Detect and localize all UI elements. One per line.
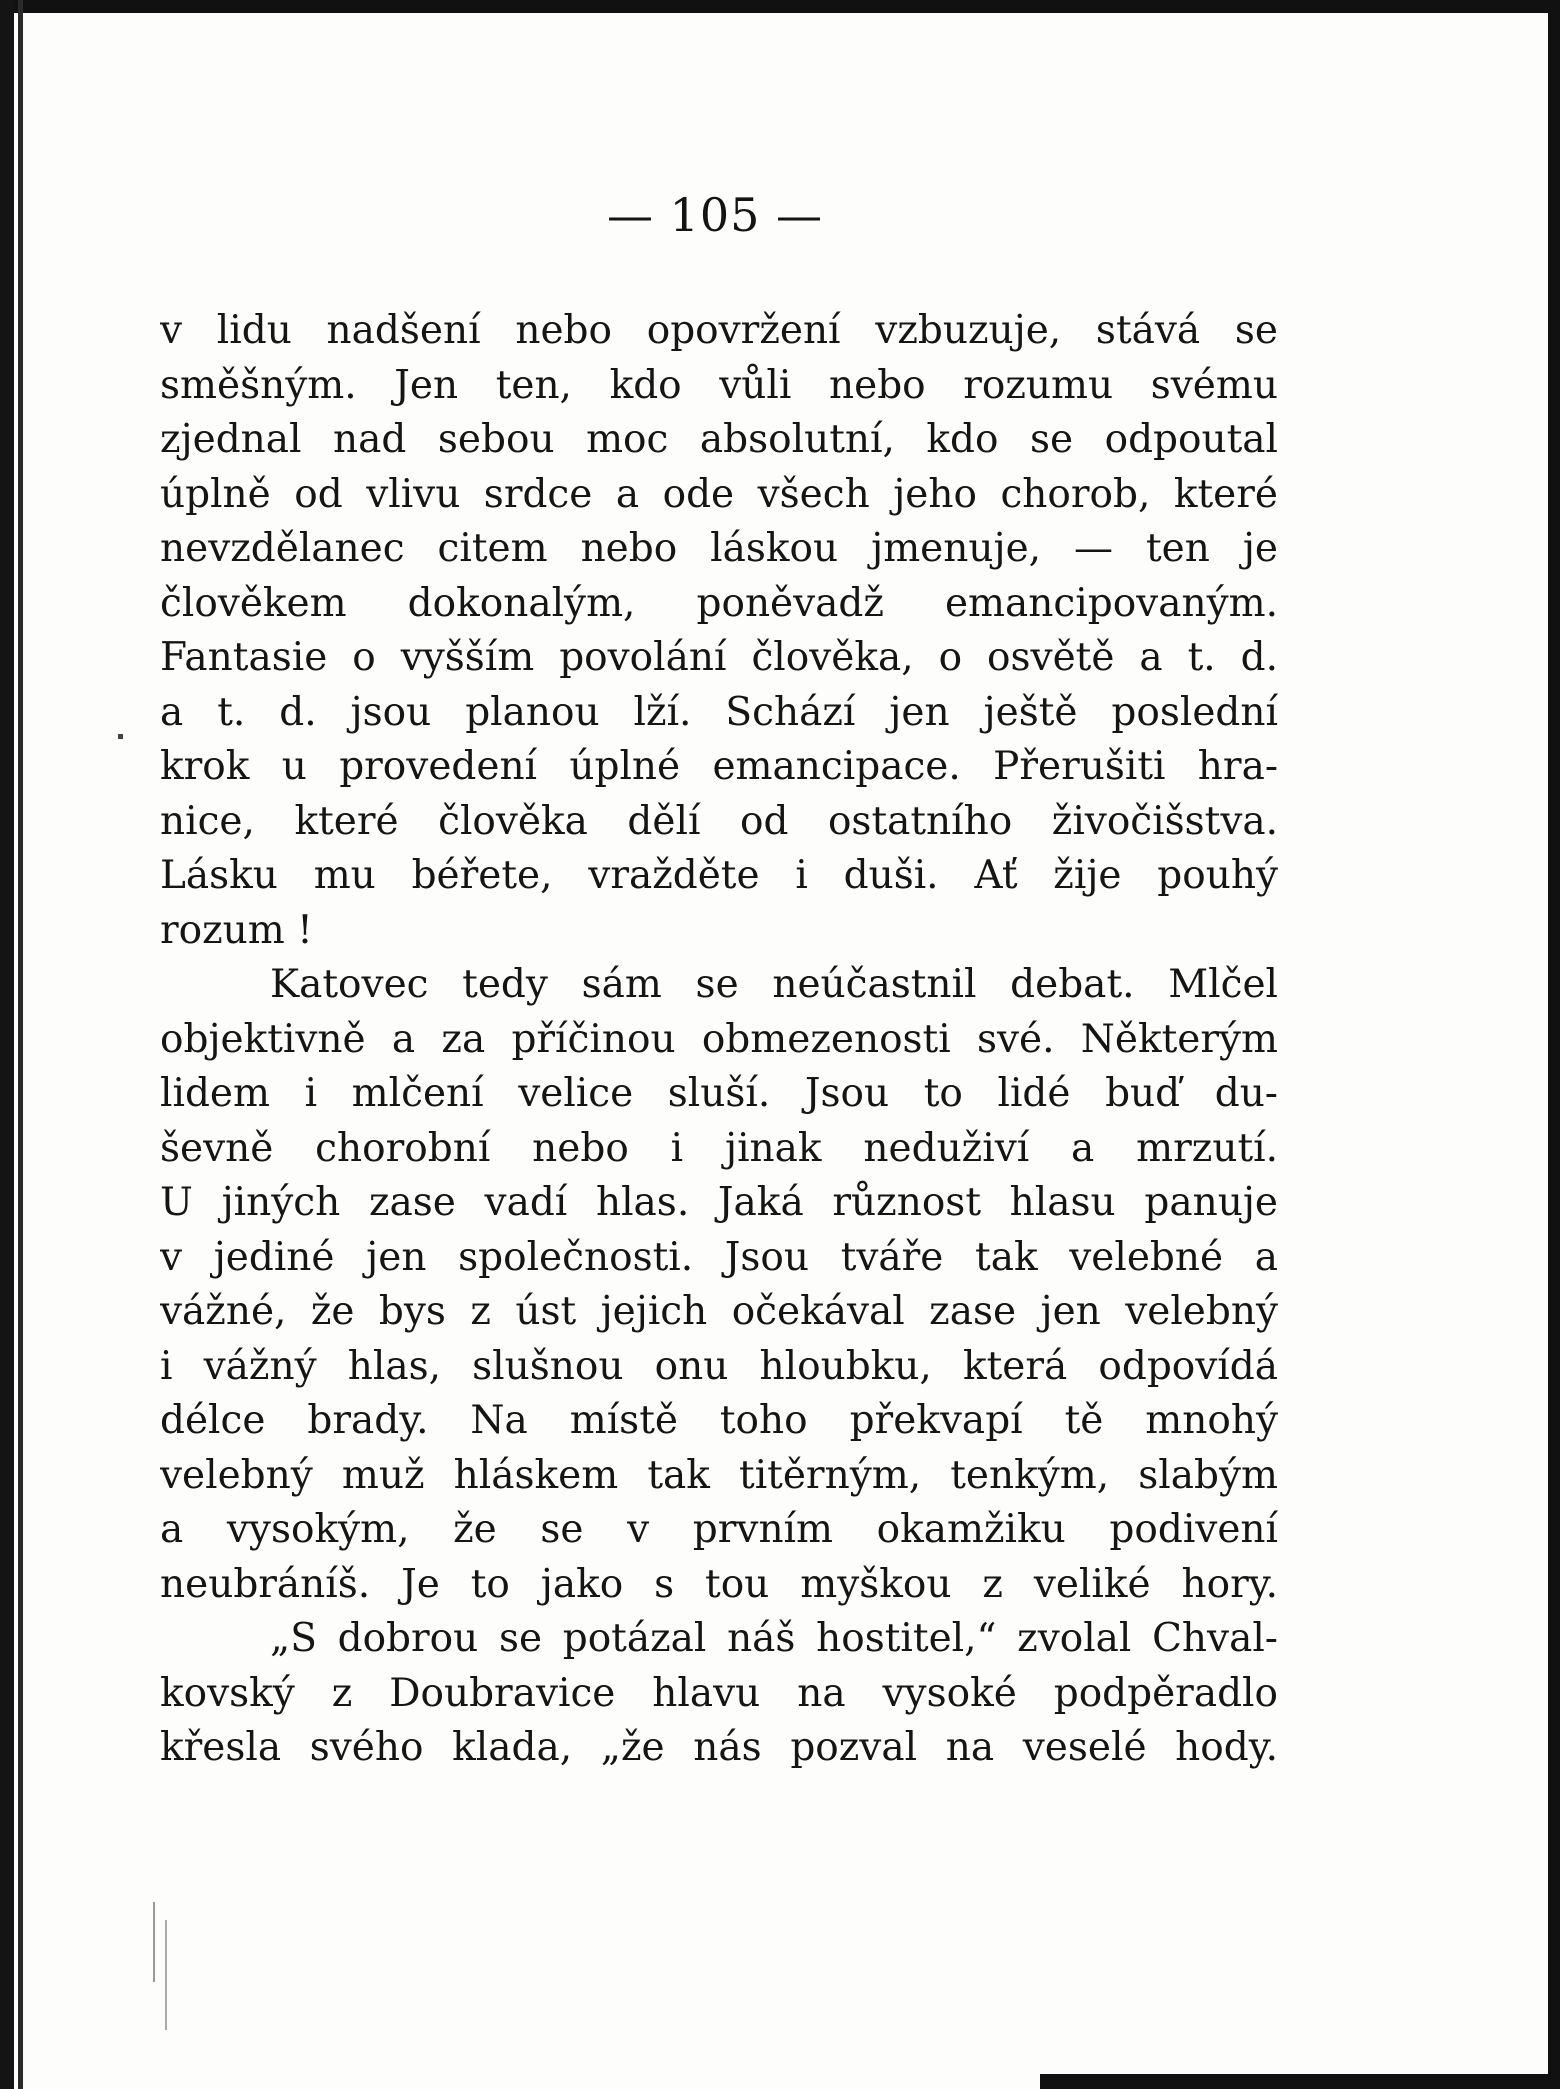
text-line: velebný muž hláskem tak titěrným, tenkým, slabým [160,1452,1278,1498]
text-line: neubráníš. Je to jako s tou myškou z veliké hory. [160,1561,1278,1607]
scan-border-top [0,0,1560,13]
text-line: člověkem dokonalým, poněvadž emancipovaným. [160,580,1278,626]
text-line: směšným. Jen ten, kdo vůli nebo rozumu svému [160,362,1278,408]
text-line: křesla svého klada, „že nás pozval na veselé hody. [160,1725,1278,1770]
scan-border-right [1548,0,1560,2089]
text-line: a t. d. jsou planou lží. Schází jen ještě poslední [160,689,1278,735]
text-line: v lidu nadšení nebo opovržení vzbuzuje, stává se [160,308,1278,353]
text-line: Katovec tedy sám se neúčastnil debat. Mlčel [270,962,1278,1007]
text-line: úplně od vlivu srdce a ode všech jeho chorob, které [160,471,1278,517]
text-line: kovský z Doubravice hlavu na vysoké podpěradlo [160,1670,1278,1716]
page-number: — 105 — [606,188,824,242]
text-line: nice, které člověka dělí od ostatního živočišstva. [160,798,1278,844]
text-line: nevzdělanec citem nebo láskou jmenuje, — ten je [160,526,1278,571]
text-line: rozum ! [160,907,313,953]
text-line: zjednal nad sebou moc absolutní, kdo se odpoutal [160,417,1278,462]
text-line: „S dobrou se potázal náš hostitel,“ zvolal Chval- [270,1616,1278,1661]
text-line: i vážný hlas, slušnou onu hloubku, která odpovídá [160,1343,1278,1389]
text-line: krok u provedení úplné emancipace. Přerušiti hra- [160,744,1278,789]
scan-speck [165,1920,167,2030]
scan-border-bottom [1040,2074,1560,2089]
text-line: ševně chorobní nebo i jinak neduživí a mrzutí. [160,1125,1278,1171]
text-line: v jediné jen společnosti. Jsou tváře tak velebné a [160,1234,1278,1280]
scan-speck [118,734,123,739]
text-line: délce brady. Na místě toho překvapí tě mnohý [160,1398,1278,1443]
text-line: Lásku mu béřete, vražděte i duši. Ať žije pouhý [160,853,1278,898]
body-text [160,304,1278,1776]
text-line: vážné, že bys z úst jejich očekával zase jen velebný [160,1289,1278,1334]
text-line: objektivně a za příčinou obmezenosti své. Některým [160,1016,1278,1062]
text-line: a vysokým, že se v prvním okamžiku podivení [160,1507,1278,1552]
text-line: Fantasie o vyšším povolání člověka, o osvětě a t. d. [160,635,1278,680]
text-line: U jiných zase vadí hlas. Jaká různost hlasu panuje [160,1180,1278,1225]
scan-border-left [0,0,14,2089]
text-line: lidem i mlčení velice sluší. Jsou to lidé buď du- [160,1071,1278,1116]
scan-border-left-inner [18,0,23,2089]
scan-speck [153,1902,155,1982]
